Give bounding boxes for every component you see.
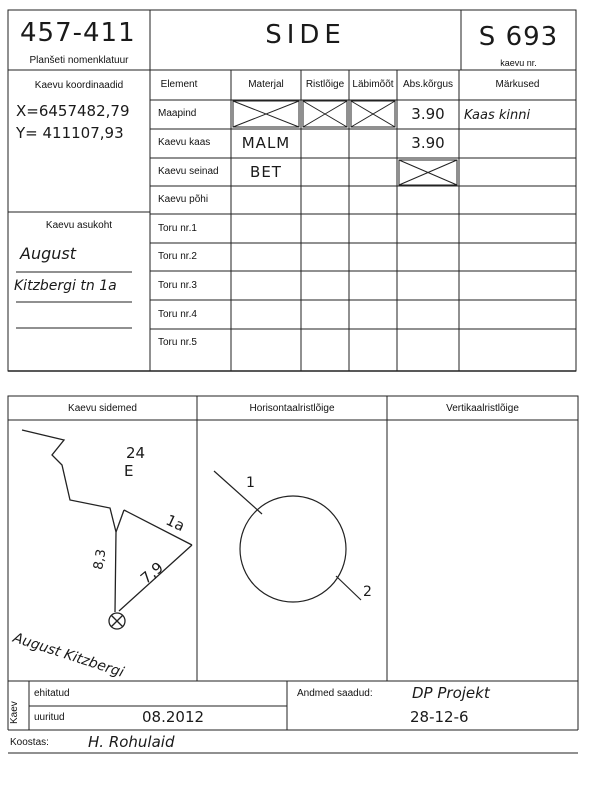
sketch-block-frame xyxy=(8,396,578,681)
row-element-kaevu-pohi: Kaevu põhi xyxy=(158,194,209,205)
pipe-1-label: 1 xyxy=(246,475,255,491)
nomenclature-value: 457-411 xyxy=(20,18,136,48)
data-from-value: DP Projekt xyxy=(412,684,490,702)
col-header-notes: Märkused xyxy=(495,79,540,90)
built-label: ehitatud xyxy=(34,688,70,699)
well-number-label: kaevu nr. xyxy=(500,58,537,68)
row-element-toru-3: Toru nr.3 xyxy=(158,280,197,291)
ties-distance-1a: 1a xyxy=(163,510,188,536)
data-from-label: Andmed saadud: xyxy=(297,688,373,699)
pipe-2-line xyxy=(336,576,361,600)
nomenclature-label: Planšeti nomenklatuur xyxy=(29,55,129,66)
ties-distance-7-9: 7,9 xyxy=(137,558,167,588)
row-element-toru-1: Toru nr.1 xyxy=(158,223,197,234)
surveyed-value: 08.2012 xyxy=(142,708,205,726)
coordinates-label: Kaevu koordinaadid xyxy=(34,80,124,91)
category-value: SIDE xyxy=(265,20,346,50)
col-header-cross-section: Ristlõige xyxy=(305,79,345,90)
ties-label: Kaevu sidemed xyxy=(68,403,137,414)
material-kaevu-kaas: MALM xyxy=(241,134,291,152)
well-cross-section xyxy=(240,496,346,602)
location-line1: August xyxy=(20,244,76,263)
location-line2: Kitzbergi tn 1a xyxy=(14,278,117,294)
row-element-kaevu-kaas: Kaevu kaas xyxy=(158,137,211,148)
abs-height-maapind: 3.90 xyxy=(411,105,445,123)
data-from-date: 28-12-6 xyxy=(410,708,469,726)
row-element-toru-5: Toru nr.5 xyxy=(158,337,197,348)
col-header-material: Materjal xyxy=(248,79,284,90)
ties-direction-e: E xyxy=(124,462,134,480)
well-number-value: S 693 xyxy=(478,22,559,52)
abs-height-kaevu-kaas: 3.90 xyxy=(411,134,445,152)
compiled-label: Koostas: xyxy=(10,737,49,748)
col-header-diameter: Läbimõõt xyxy=(352,79,394,90)
notes-maapind: Kaas kinni xyxy=(464,108,531,123)
coordinate-x: X=6457482,79 xyxy=(16,102,130,120)
row-element-kaevu-seinad: Kaevu seinad xyxy=(158,166,219,177)
vertical-section-label: Vertikaalristlõige xyxy=(446,403,519,414)
material-kaevu-seinad: BET xyxy=(250,163,282,181)
horizontal-section-label: Horisontaalristlõige xyxy=(249,403,335,414)
pipe-2-label: 2 xyxy=(363,584,372,600)
ties-distance-24: 24 xyxy=(126,444,146,462)
row-element-maapind: Maapind xyxy=(158,108,197,119)
ties-sketch xyxy=(22,430,192,629)
ties-distance-8-3: 8,3 xyxy=(91,548,110,571)
horizontal-section xyxy=(214,471,361,602)
location-label: Kaevu asukoht xyxy=(45,220,113,231)
col-header-abs-height: Abs.kõrgus xyxy=(402,79,454,90)
coordinate-y: Y= 411107,93 xyxy=(16,124,124,142)
row-element-toru-2: Toru nr.2 xyxy=(158,251,197,262)
footer-side-label: Kaev xyxy=(9,701,20,724)
surveyed-label: uuritud xyxy=(34,712,65,723)
col-header-element: Element xyxy=(160,79,198,90)
compiled-value: H. Rohulaid xyxy=(88,733,175,751)
ties-street-name: August Kitzbergi xyxy=(11,630,126,681)
row-element-toru-4: Toru nr.4 xyxy=(158,309,197,320)
